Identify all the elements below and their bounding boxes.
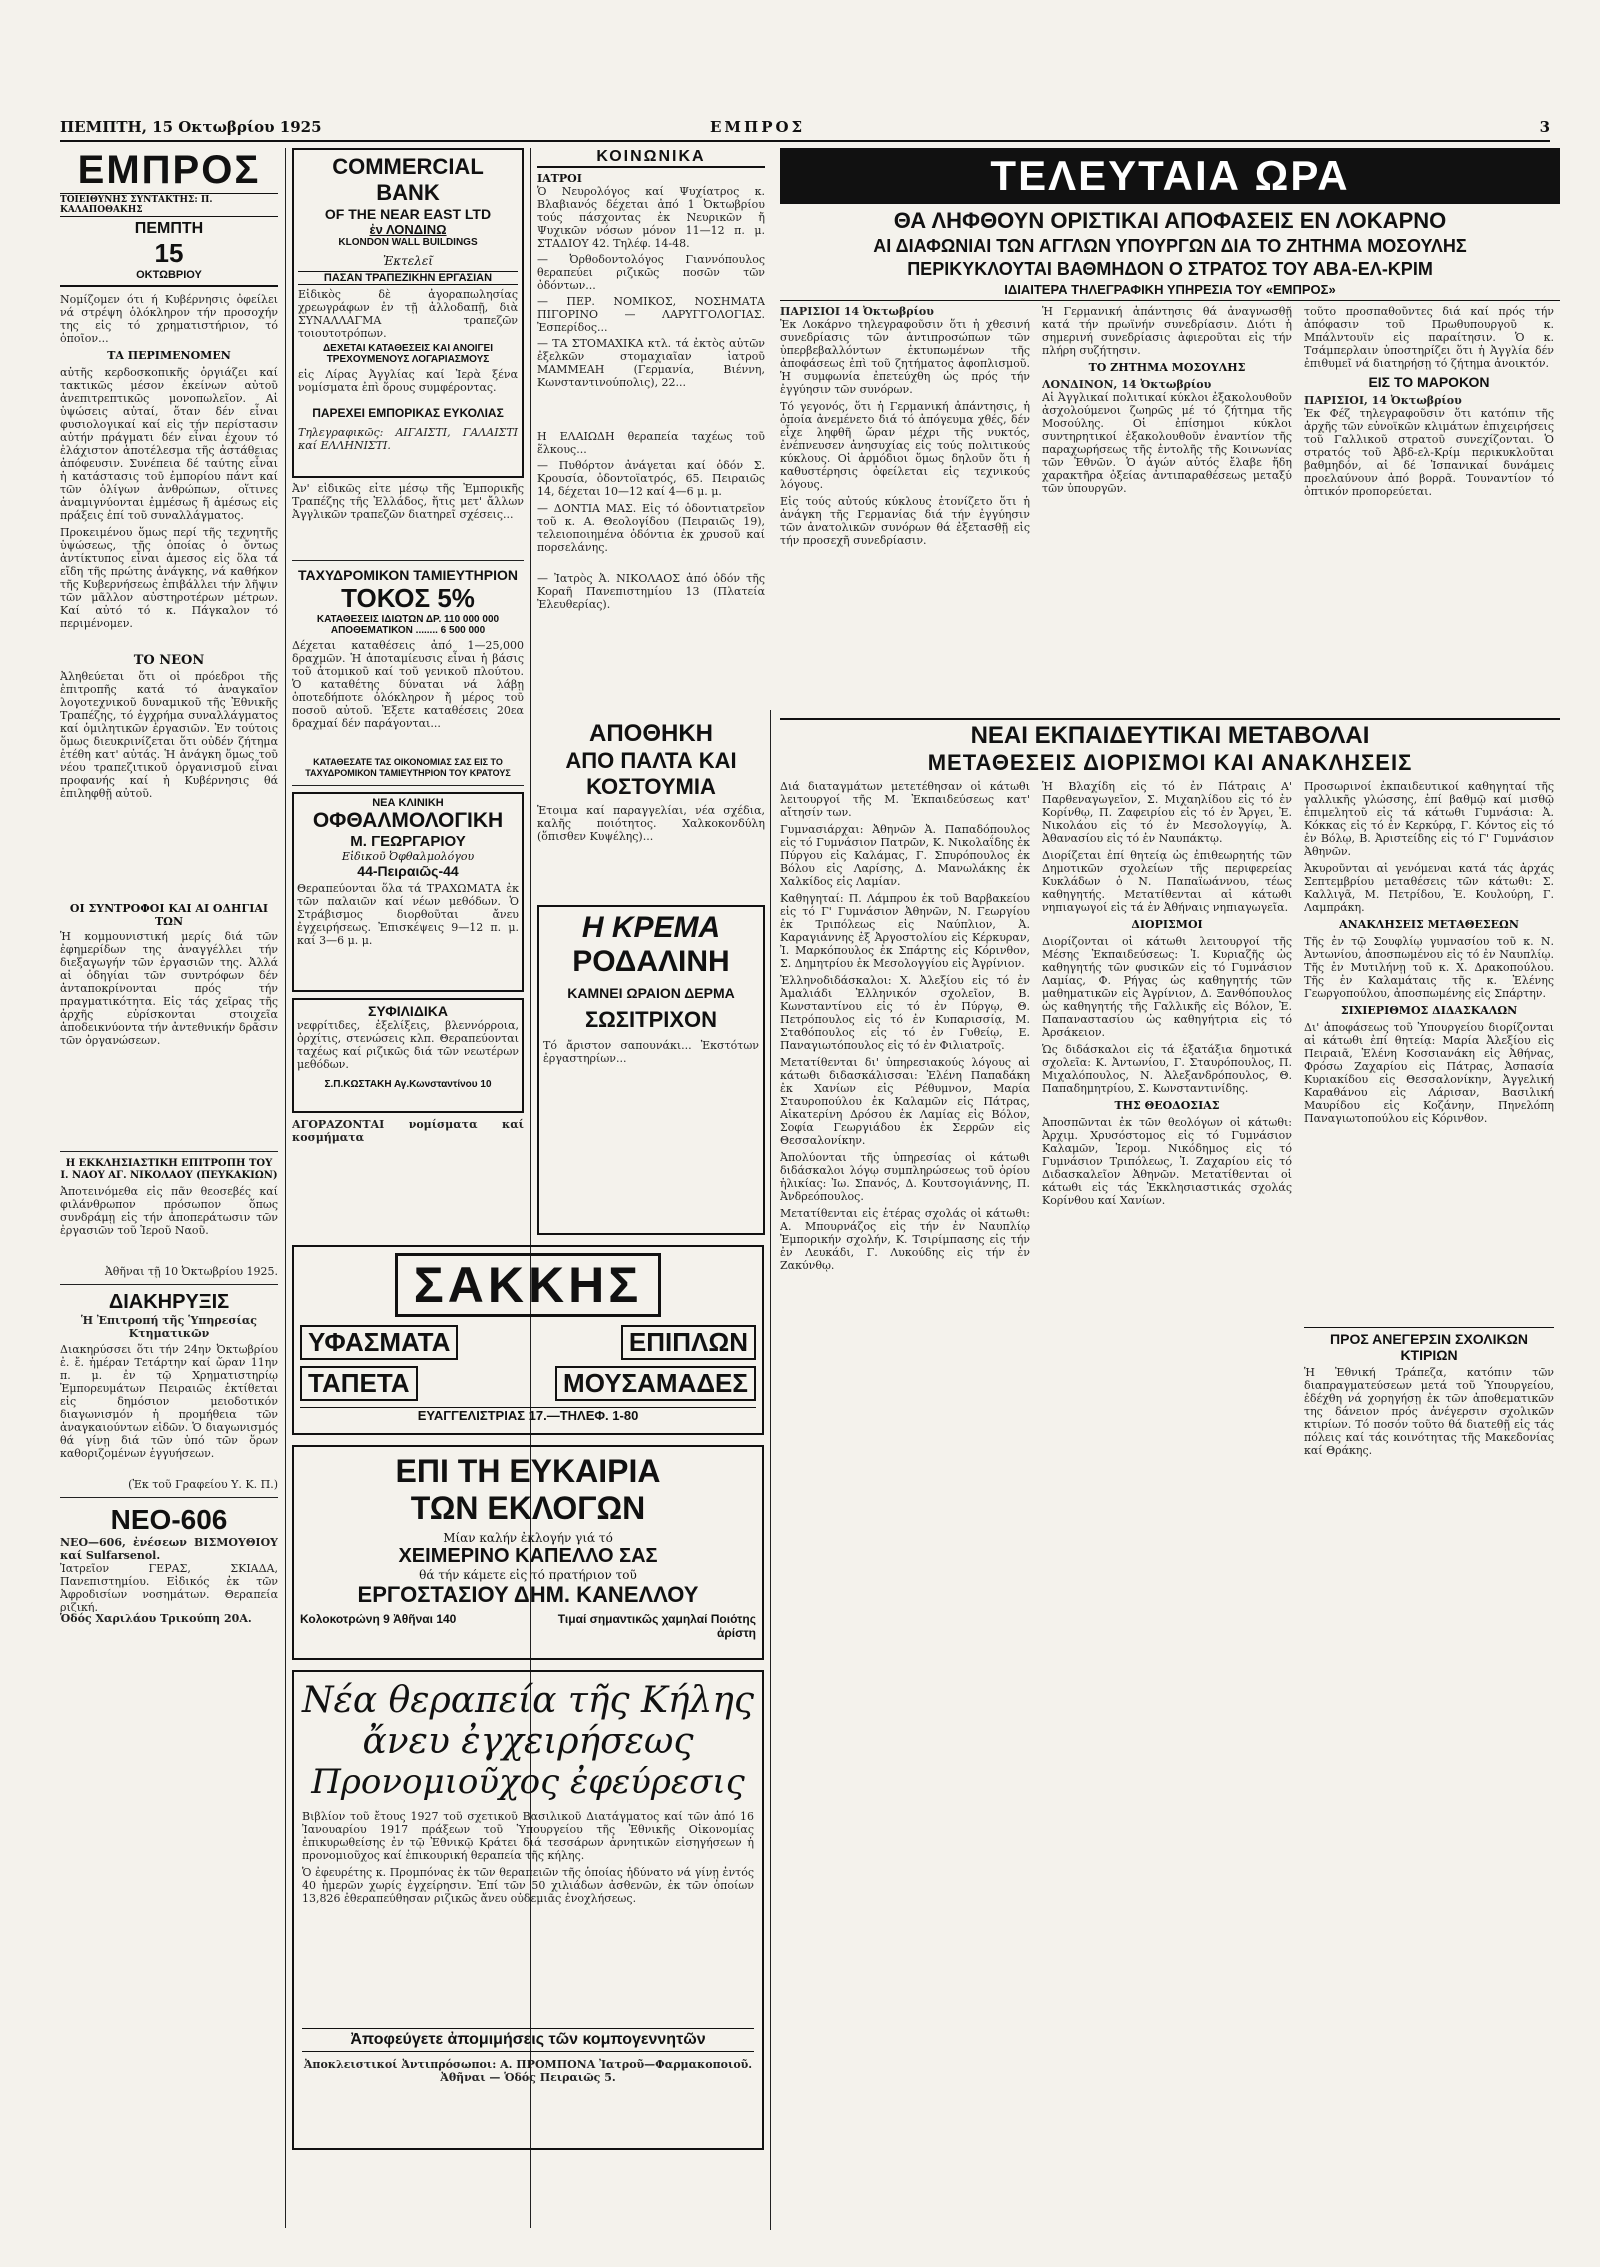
section-social: ΚΟΙΝΩΝΙΚΑ bbox=[537, 148, 765, 168]
declaration-subhead: Ἡ Ἐπιτροπή τῆς Ὑπηρεσίας Κτηματικῶν bbox=[81, 1314, 257, 1340]
hat-ad bbox=[292, 1445, 764, 1660]
schools-body: Ἡ Ἐθνική Τράπεζα, κατόπιν τῶν διαπραγματεύσεων μετά τοῦ Ὑπουργείου, ἐδέχθη νά χορηγήσῃ ἐκ τῶν ἀποθεματικῶν της δάνειον πρός ἀνέγερσιν σχολικῶν κτιρίων. Τό ποσόν τοῦτο θά διατεθῇ εἰς τάς πόλεις καί τάς κοινότητας τῆς Μακεδονίας καί Θράκης. bbox=[1304, 1366, 1554, 1457]
masthead-month: ΟΚΤΩΒΡΙΟΥ bbox=[136, 269, 202, 281]
sakkis-ad bbox=[292, 1245, 764, 1435]
masthead-day: ΠΕΜΠΤΗ bbox=[134, 220, 204, 237]
bank-telegraph: Τηλεγραφικῶς: ΑΙΓΑΙΣΤΙ, ΓΑΛΑΙΣΤΙ καί ΕΛΛΗΝΙΣΤΙ. bbox=[298, 426, 518, 452]
masthead-day-number: 15 bbox=[154, 238, 184, 268]
subhead-morocco: ΕΙΣ ΤΟ ΜΑΡΟΚΟΝ bbox=[1368, 374, 1490, 390]
postal-bank-deposits: ΚΑΤΑΘΕΣΕΙΣ ΙΔΙΩΤΩΝ ΔΡ. 110 000 000 bbox=[316, 614, 500, 625]
headline-locarno: ΘΑ ΛΗΦΘΟΥΝ ΟΡΙΣΤΙΚΑΙ ΑΠΟΦΑΣΕΙΣ ΕΝ ΛΟΚΑΡΝΟ bbox=[893, 208, 1447, 233]
running-head bbox=[60, 118, 1550, 142]
cream-ad bbox=[537, 905, 765, 1235]
postal-bank-body: Δέχεται καταθέσεις ἀπό 1—25,000 δραχμῶν. Ἡ ἀποταμίευσις εἶναι ἡ βάσις τοῦ ἀτομικοῦ καί τοῦ γενικοῦ πλούτου. Ὁ καταθέτης δύναται νά λάβῃ ὁποτεδήποτε ὁλόκληρον ἤ μέρος τοῦ ποσοῦ αὐτοῦ. Ἐξετε καταθέσεις 20εα δραχμαί δέν παράγονται... bbox=[292, 639, 524, 730]
subhead-theology: ΤΗΣ ΘΕΟΔΟΣΙΑΣ bbox=[1114, 1099, 1220, 1112]
last-hour-col-a bbox=[780, 305, 1030, 660]
eye-clinic-specialty: Εἰδικοῦ Ὀφθαλμολόγου bbox=[341, 850, 475, 863]
education-col-b bbox=[1042, 780, 1292, 2210]
stomach-text: — ΤΑ ΣΤΟΜΑΧΙΚΑ κτλ. τά ἐκτὸς αὐτῶν ἐξελκῶν στομαχιαῖαν ἰατροῦ ΜΑΜΜΕΑΗ (Γερμανία, Βιέννη, Κωνσταντινούπολις), 22... bbox=[537, 337, 765, 389]
last-hour-col-c bbox=[1304, 305, 1554, 660]
subhead-neon: ΤΟ ΝΕΟΝ bbox=[133, 653, 205, 668]
sakkis-oilcloth: ΜΟΥΣΑΜΑΔΕΣ bbox=[555, 1366, 756, 1401]
education-subheadline: ΜΕΤΑΘΕΣΕΙΣ ΔΙΟΡΙΣΜΟΙ ΚΑΙ ΑΝΑΚΛΗΣΕΙΣ bbox=[927, 750, 1413, 775]
last-hour-col-c-body-1: τοῦτο προσπαθοῦντες διά καί πρός τήν ἀπόφασιν τοῦ Πρωθυπουργοῦ κ. Μπάλντουϊν εἰς παραίτησιν. Ὁ κ. Τσάμπερλαιν ὑποστηρίζει ὅτι ἡ Ἀγγλία δέν ἐπιθυμεῖ νά διατηρήσῃ τό ζήτημα ἀνοικτόν. bbox=[1304, 305, 1554, 370]
warehouse-title: ΑΠΟΘΗΚΗ bbox=[589, 720, 713, 747]
hernia-ad bbox=[292, 1670, 764, 2150]
bank-body-1: Εἰδικὸς δὲ ἀγοραπωλησίας χρεωγράφων ἐν τῇ ἀλλοδαπῇ, διὰ ΣΥΝΑΛΛΑΓΜΑ τραπεζῶν τοιουτοτρόπων. bbox=[298, 288, 518, 340]
hat-ad-line-2: ΧΕΙΜΕΡΙΝΟ ΚΑΠΕΛΛΟ ΣΑΣ bbox=[398, 1545, 658, 1567]
church-notice-sign: Ἀθῆναι τῇ 10 Ὀκτωβρίου 1925. bbox=[104, 1265, 278, 1278]
schools-headline: ΠΡΟΣ ΑΝΕΓΕΡΣΙΝ ΣΧΟΛΙΚΩΝ ΚΤΙΡΙΩΝ bbox=[1304, 1327, 1554, 1363]
education-col-b-body-2: Διορίζονται οἱ κάτωθι λειτουργοί τῆς Μέσης Ἐκπαιδεύσεως: Ἰ. Κυριαζῆς ὡς καθηγητής τῶν φυσικῶν εἰς τό Γυμνάσιον Λαμίας, Φ. Ρήγας ὡς καθηγητής τῶν μαθηματικῶν εἰς Ἀγρίνιον, Δ. Ξανθόπουλος ὡς καθηγητής τῆς Γαλλικῆς εἰς Βόλον, Ἐ. Παπαναστασίου ὡς καθηγήτρια εἰς τό Ἀρσάκειον. Ὡς διδάσκαλοι εἰς τά ἑξατάξια δημοτικά σχολεῖα: Κ. Ἀντωνίου, Γ. Σταυρόπουλος, Π. Μιχαλόπουλος, Ν. Ἀλεξανδρόπουλος, Θ. Παπαδημητρίου, Σ. Κωνσταντινίδης. bbox=[1042, 935, 1292, 1095]
education-col-c bbox=[1304, 780, 1554, 2210]
eye-clinic-pre: ΝΕΑ ΚΛΙΝΙΚΗ bbox=[372, 797, 444, 809]
last-hour-section bbox=[780, 148, 1560, 708]
education-col-b-body-3: Ἀποσπῶνται ἐκ τῶν θεολόγων οἱ κάτωθι: Ἀρχιμ. Χρυσόστομος εἰς τό Γυμνάσιον Καλαμῶν, Ἱερομ. Νικόδημος εἰς τό Γυμνάσιον Τριπόλεως, Ἰ. Ζαχαρίου εἰς τό Διδασκαλεῖον Ἀθηνῶν. Μετατίθενται οἱ κάτωθι εἰς τάς Ἐκκλησιαστικάς σχολάς Κορίνθου καί Χανίων. bbox=[1042, 1116, 1292, 1207]
sakkis-furniture: ΕΠΙΠΛΩΝ bbox=[621, 1325, 756, 1360]
postal-bank-title: ΤΑΧΥΔΡΟΜΙΚΟΝ ΤΑΜΙΕΥΤΗΡΙΟΝ bbox=[298, 567, 518, 583]
postal-bank-reserve: ΑΠΟΘΕΜΑΤΙΚΟΝ ........ 6 500 000 bbox=[330, 625, 486, 636]
eye-clinic-ad bbox=[292, 792, 524, 992]
bank-note: Ἀν' εἰδικῶς εἶτε μέσῳ τῆς Ἐμπορικῆς Τραπέζης τῆς Ἑλλάδος, ἥτις μετ' ἄλλων Ἀγγλικῶν τραπεζῶν διατηρεῖ σχέσεις... bbox=[292, 482, 524, 521]
dateline-london: ΛΟΝΔΙΝΟΝ, 14 Ὀκτωβρίου bbox=[1042, 378, 1212, 391]
bank-line-2: ΔΕΧΕΤΑΙ ΚΑΤΑΘΕΣΕΙΣ ΚΑΙ ΑΝΟΙΓΕΙ ΤΡΕΧΟΥΜΕΝΟΥΣ ΛΟΓΑΡΙΑΣΜΟΥΣ bbox=[322, 343, 494, 365]
warehouse-subtitle: ΑΠΟ ΠΑΛΤΑ ΚΑΙ ΚΟΣΤΟΥΜΙΑ bbox=[565, 748, 737, 799]
education-col-c-body-2: Τῆς ἐν τῷ Σουφλίῳ γυμνασίου τοῦ κ. Ν. Ἀντωνίου, ἀποσπωμένου εἰς τό ἐν Ναυπλίῳ. Τῆς ἐν Μυτιλήνῃ τοῦ κ. Χ. Δρακοπούλου. Τῆς ἐν Καλαμάταις τῆς κ. Ἑλένης Γεωργοπούλου, ἀποσπωμένης εἰς Σπάρτην. bbox=[1304, 935, 1554, 1000]
neo-606-title: ΝΕΟ-606 bbox=[110, 1504, 228, 1535]
bank-line-3: ΠΑΡΕΧΕΙ ΕΜΠΟΡΙΚΑΣ ΕΥΚΟΛΙΑΣ bbox=[312, 406, 504, 420]
subhead-recalls: ΑΝΑΚΛΗΣΕΙΣ ΜΕΤΑΘΕΣΕΩΝ bbox=[1339, 918, 1519, 931]
bank-title: COMMERCIAL BANK bbox=[332, 154, 484, 205]
postal-bank-rate: ΤΟΚΟΣ 5% bbox=[341, 583, 475, 613]
last-hour-col-b-body-1: Ἡ Γερμανική ἀπάντησις θά ἀναγνωσθῇ κατά τήν πρωϊνήν συνεδρίασιν. Διότι ἡ σημερινή συνεδρίασις ἀφιεροῦται εἰς τήν πλήρη συζήτησιν. bbox=[1042, 305, 1292, 357]
running-head-date: ΠΕΜΠΤΗ, 15 Οκτωβρίου 1925 bbox=[60, 118, 322, 136]
last-hour-col-a-body: Ἐκ Λοκάρνο τηλεγραφοῦσιν ὅτι ἡ χθεσινή συνεδρίασις τῶν ἀντιπροσώπων τῶν ὑπερβεβαλλόντων ἐκτυπωμένων τῆς ἀποφάσεως ἐπὶ τοῦ ζητήματος ἀφοπλισμοῦ. Ἡ συμφωνία ἐπετεύχθη ὡς πρός τήν ἐγγύησιν τῶν συνόρων. Τό γεγονός, ὅτι ἡ Γερμανική ἀπάντησις, ἡ ὁποία ἀνεμένετο διά τό ἀπόγευμα χθές, δέν εἶχε ληφθῆ ὥραν μέχρι τῆς νυκτός, ἐνέπνευσεν ἀνησυχίας εἰς τούς πολιτικούς κύκλους. Οἱ ἀρμόδιοι ὅμως δηλοῦν ὅτι ἡ καθυστέρησις ὀφείλεται εἰς τεχνικούς λόγους. Εἰς τούς αὐτούς κύκλους ἐτονίζετο ὅτι ἡ ἀνάγκη τῆς Γερμανίας διά τήν ἐγγύησιν τῶν ἀνατολικῶν συνόρων θά ἐξετασθῇ εἰς τήν προσεχῆ συνεδρίασιν. bbox=[780, 318, 1030, 547]
column-rule bbox=[770, 710, 771, 2230]
declaration-sign: (Ἐκ τοῦ Γραφείου Υ. Κ. Π.) bbox=[128, 1478, 278, 1491]
sakkis-fabrics: ΥΦΑΣΜΑΤΑ bbox=[300, 1325, 458, 1360]
lead-article-text: Νομίζομεν ότι ή Κυβέρνησις ὀφείλει νά στρέψη ὁλόκληρον τήν προσοχήν της εἰς τό χρηματιστήριον, τό ὁποῖον... bbox=[60, 293, 278, 345]
subhead-mosul: ΤΟ ΖΗΤΗΜΑ ΜΟΣΟΥΛΗΣ bbox=[1088, 361, 1246, 374]
hernia-title-2: ἄνευ ἐγχειρήσεως bbox=[362, 1721, 694, 1762]
bank-city: ἐν ΛΟΝΔΙΝΩ bbox=[369, 222, 447, 237]
hat-ad-line-3: θά τήν κάμετε εἰς τό πρατήριον τοῦ bbox=[419, 1568, 637, 1582]
oil-treatment-text: Η ΕΛΑΙΩΔΗ θεραπεία ταχέως τοῦ ἕλκους... bbox=[537, 430, 765, 456]
last-hour-col-c-body-2: Ἐκ Φέζ τηλεγραφοῦσιν ὅτι κατόπιν τῆς ἀρχῆς τῶν εὐνοϊκῶν κλιμάτων ἐπιχειρήσεις τοῦ Γαλλικοῦ στρατοῦ συνεχίζονται. Ὁ στρατός τοῦ Ἀβδ-ελ-Κρίμ περικυκλοῦται βαθμηδόν, αἱ δέ Ἱσπανικαί δυνάμεις προελαύνουν ἀπό βορρᾶ. Τουναντίον τό ὀπτικόν προπορεύεται. bbox=[1304, 407, 1554, 498]
church-notice-body: Ἀποτεινόμεθα εἰς πᾶν θεοσεβές καί φιλάνθρωπον πρόσωπον ὅπως συνδράμῃ εἰς τήν ἀποπεράτωσιν τῶν ἐργασιῶν τοῦ Ἱεροῦ Ναοῦ. bbox=[60, 1185, 278, 1237]
education-col-a: Διά διαταγμάτων μετετέθησαν οἱ κάτωθι λειτουργοί τῆς Μ. Ἐκπαιδεύσεως κατ' αἴτησίν των. Γυμνασιάρχαι: Ἀθηνῶν Ἀ. Παπαδόπουλος εἰς τό Γυμνάσιον Πατρῶν, Κ. Νικολαΐδης ἐκ Πύργου εἰς Καλάμας, Γ. Σπυρόπουλος ἐκ Βόλου εἰς Λαρίσης, Δ. Μανωλάκης ἐκ Χαλκίδος εἰς Λαμίαν. Καθηγηταί: Π. Λάμπρου ἐκ τοῦ Βαρβακείου εἰς τό Γ' Γυμνάσιον Ἀθηνῶν, Ν. Γεωργίου ἐκ Τριπόλεως εἰς Ναύπλιον, Ἀ. Καραγιάννης ἐξ Ἀργοστολίου εἰς Κέρκυραν, Ἰ. Μαρκόπουλος ἐκ Σπάρτης εἰς Κόρινθον, Σ. Δημητρίου ἐκ Μεσολογγίου εἰς Ἀγρίνιον. Ἐλληνοδιδάσκαλοι: Χ. Ἀλεξίου εἰς τό ἐν Ἀμαλιάδι Ἑλληνικόν σχολεῖον, Β. Κωνσταντίνου εἰς τό ἐν Πύργῳ, Θ. Πετρόπουλος εἰς τό ἐν Κυπαρισσίᾳ, Μ. Σταθόπουλος εἰς τό ἐν Γυθείῳ, Ε. Παναγιωτόπουλος εἰς τό ἐν Φιλιατροῖς. Μετατίθενται δι' ὑπηρεσιακούς λόγους αἱ κάτωθι διδασκάλισσαι: Ἐλένη Παπαδάκη ἐκ Χανίων εἰς Ρέθυμνον, Μαρία Σταυροπούλου ἐκ Καλαμῶν εἰς Πάτρας, Αἰκατερίνη Δρόσου ἐκ Λαμίας εἰς Βόλον, Σοφία Γεωργιάδου ἐκ Σερρῶν εἰς Θεσσαλονίκην. Ἀπολύονται τῆς ὑπηρεσίας οἱ κάτωθι διδάσκαλοι λόγῳ συμπληρώσεως τοῦ ὁρίου ἡλικίας: Ἰω. Σπανός, Δ. Κουτσογιάννης, Π. Ἀνδρεόπουλος. Μετατίθενται εἰς ἑτέρας σχολάς οἱ κάτωθι: Α. Μπουρνάζος εἰς τήν ἐν Ναυπλίῳ Ἐμπορικήν σχολήν, Κ. Τσιρίμπασης εἰς τήν ἐν Λευκάδι, Γ. Λυκούδης εἰς τήν ἐν Ζακύνθῳ. bbox=[780, 780, 1030, 1272]
hat-ad-address: Κολοκοτρώνη 9 Ἀθῆναι 140 bbox=[300, 1612, 457, 1626]
church-notice-head: Η ΕΚΚΛΗΣΙΑΣΤΙΚΗ ΕΠΙΤΡΟΠΗ ΤΟΥ Ι. ΝΑΟΥ ΑΓ. ΝΙΚΟΛΑΟΥ (ΠΕΥΚΑΚΙΩΝ) bbox=[60, 1158, 278, 1181]
eye-clinic-title: ΟΦΘΑΛΜΟΛΟΓΙΚΗ bbox=[312, 809, 504, 832]
article-comrades-body: Ἡ κομμουνιστική μερίς διά τῶν ἐφημερίδων της ἀναγγέλλει τήν διεξαγωγήν τῶν ἐργασιῶν της. Ἀλλά αἱ ὁδηγίαι τῶν συντρόφων δέν ἀνταποκρίνονται πρός τήν πραγματικότητα. Εἰς τάς χεῖρας τῆς ἀρχῆς εὑρίσκονται στοιχεῖα ἀποδεικνύοντα τήν ἀντεθνικήν δρᾶσιν τῶν ὀργανώσεων. bbox=[60, 930, 278, 1047]
subhead-teacher-count: ΣΙΧΙΕΡΙΘΜΟΣ ΔΙΔΑΣΚΑΛΩΝ bbox=[1340, 1004, 1518, 1017]
neo-606-line: ΝΕΟ—606, ἐνέσεων ΒΙΣΜΟΥΘΙΟΥ καί Sulfarsenol. bbox=[60, 1536, 278, 1562]
column-rule bbox=[285, 148, 286, 2228]
warehouse-text: Ἑτοιμα καί παραγγελίαι, νέα σχέδια, καλῆς ποιότητος. Χαλκοκονδύλη (ὅπισθεν Κυψέλης)... bbox=[537, 804, 765, 843]
headline-mosul: ΑΙ ΔΙΑΦΩΝΙΑΙ ΤΩΝ ΑΓΓΛΩΝ ΥΠΟΥΡΓΩΝ ΔΙΑ ΤΟ ΖΗΤΗΜΑ ΜΟΣΟΥΛΗΣ bbox=[873, 236, 1467, 256]
doctors-head: ΙΑΤΡΟΙ bbox=[537, 172, 582, 185]
hat-ad-title-2: ΤΩΝ ΕΚΛΟΓΩΝ bbox=[410, 1490, 646, 1526]
subhead-appointments: ΔΙΟΡΙΣΜΟΙ bbox=[1131, 918, 1203, 931]
sakkis-address: ΕΥΑΓΓΕΛΙΣΤΡΙΑΣ 17.—ΤΗΛΕΦ. 1-80 bbox=[300, 1407, 756, 1423]
hernia-title-1: Νέα θεραπεία τῆς Κήλης bbox=[302, 1680, 754, 1721]
syphilis-title: ΣΥΦΙΛΙΔΙΚΑ bbox=[368, 1003, 448, 1019]
bank-subtitle: OF THE NEAR EAST LTD bbox=[324, 206, 492, 222]
headline-abd-el-krim: ΠΕΡΙΚΥΚΛΟΥΤΑΙ ΒΑΘΜΗΔΟΝ Ο ΣΤΡΑΤΟΣ ΤΟΥ ΑΒΑ-ΕΛ-ΚΡΙΜ bbox=[907, 259, 1433, 279]
hat-ad-prices: Τιμαί σημαντικῶς χαμηλαί Ποιότης ἀρίστη bbox=[557, 1612, 756, 1640]
declaration-body: Διακηρύσσει ὅτι τήν 24ην Ὀκτωβρίου ἐ. ἔ. ἡμέραν Τετάρτην καί ὥραν 11ην π. μ. ἐν τῷ Χρηματιστηρίῳ Ἐμπορευμάτων Πειραιῶς ἐκτίθεται εἰς δημόσιον μειοδοτικόν διαγωνισμόν ἡ προμήθεια τῶν ἀναγκαιούντων εἰδῶν. Ὁ διαγωνισμός θά γίνῃ διά τῶν ὑπό τῶν ὅρων καθοριζομένων ἐγγυήσεων. bbox=[60, 1343, 278, 1460]
bank-branch: Ἐκτελεῖ bbox=[383, 254, 433, 268]
syphilis-body: νεφρίτιδες, ἐξελίξεις, βλεννόρροια, ὀρχίτις, στενώσεις κλπ. Θεραπεύονται ταχέως καί ριζικῶς διά τῶν νεωτέρων μεθόδων. bbox=[297, 1019, 519, 1071]
ent-text: — ΠΕΡ. ΝΟΜΙΚΟΣ, ΝΟΣΗΜΑΤΑ ΠΙΓΟΡΙΝΟ — ΛΑΡΥΓΓΟΛΟΓΙΑΣ. Ἐσπερίδος... bbox=[537, 295, 765, 334]
running-head-page: 3 bbox=[1539, 118, 1550, 136]
neo-606-body: Ἰατρεῖον ΓΕΡΑΣ, ΣΚΙΑΔΑ, Πανεπιστημίου. Εἰδικός ἐκ τῶν Ἀφροδισίων νοσημάτων. Θεραπεία ριζική. bbox=[60, 1562, 278, 1612]
last-hour-banner: ΤΕΛΕΥΤΑΙΑ ΩΡΑ bbox=[780, 148, 1560, 204]
hernia-body: Βιβλίον τοῦ ἔτους 1927 τοῦ σχετικοῦ Βασιλικοῦ Διατάγματος καί τῶν ἀπό 16 Ἰανουαρίου 1917 πράξεων τοῦ Ὑπουργείου τῆς Ἐθνικῆς Οἰκονομίας ἐπικυρωθείσης ἐν τῷ Ἐθνικῷ Κράτει διά τεσσάρων ἀρνητικῶν εἰσηγήσεων ἡ προνομιοῦχος καί ἐπικουρική θεραπεία τῆς κήλης. Ὁ ἐφευρέτης κ. Προμπόνας ἐκ τῶν θεραπειῶν τῆς ὁποίας ἠδύνατο νά γίνῃ ἐντός 40 ἡμερῶν χωρίς ἐγχείρησιν. Ἐπί τῶν 50 χιλιάδων ἀσθενῶν, ἐκ τῶν ὁποίων 13,826 ἐθεραπεύθησαν ριζικῶς ἄνευ οὐδεμιᾶς ἐνοχλήσεως. bbox=[302, 1810, 754, 1905]
dateline-paris-2: ΠΑΡΙΣΙΟΙ, 14 Ὀκτωβρίου bbox=[1304, 394, 1462, 407]
buy-ad: ΑΓΟΡΑΖΟΝΤΑΙ νομίσματα καί κοσμήματα bbox=[292, 1118, 524, 1144]
warehouse-ad bbox=[537, 720, 765, 910]
cream-slogan: ΚΑΜΝΕΙ ΩΡΑΙΟΝ ΔΕΡΜΑ bbox=[567, 985, 735, 1001]
hat-ad-factory: ΕΡΓΟΣΤΑΣΙΟΥ ΔΗΜ. ΚΑΝΕΛΛΟΥ bbox=[357, 1582, 699, 1607]
bank-body-2: εἰς Λίρας Ἀγγλίας καί Ἱερὰ ξένα νομίσματα ἐπὶ ὅρους συμφέροντας. bbox=[298, 368, 518, 394]
declaration-head: ΔΙΑΚΗΡΥΞΙΣ bbox=[108, 1291, 230, 1313]
column-1 bbox=[60, 148, 278, 2228]
syphilis-ad bbox=[292, 998, 524, 1113]
hernia-warning: Ἀποφεύγετε ἀπομιμήσεις τῶν κομπογεννητῶν bbox=[302, 2028, 754, 2052]
education-col-b-body-1: Ἡ Βλαχίδη εἰς τό ἐν Πάτραις Α' Παρθεναγωγεῖον, Σ. Μιχαηλίδου εἰς τό ἐν Κορίνθῳ, Π. Ζαφειρίου εἰς τό ἐν Ἄργει, Ἐ. Νικολάου εἰς τό ἐν Μεσολογγίῳ, Ἀ. Ἀθανασίου εἰς τό ἐν Ναυπάκτῳ. Διορίζεται ἐπί θητείᾳ ὡς ἐπιθεωρητής τῶν Δημοτικῶν σχολείων τῆς περιφερείας Κυκλάδων ὁ Ν. Παπαϊωάννου, τέως καθηγητής. Μετατίθενται αἱ κάτωθι νηπιαγωγοί εἰς τά ἐν Ἀθήναις νηπιαγωγεῖα. bbox=[1042, 780, 1292, 914]
cream-name: ΡΟΔΑΛΙΝΗ bbox=[572, 945, 730, 978]
article-neon-body: Ἀληθεύεται ὅτι οἱ πρόεδροι τῆς ἐπιτροπῆς κατά τό ἀναγκαῖον λογοτεχνικοῦ δυναμικοῦ τῆς Ἐθνικῆς Τραπέζης, τό ἐγχρήμα συναλλάγματος καί ὁμιλητικῶν ἐργασιῶν. Ἐν τούτοις ὅμως διευκρινίζεται ὅτι οὐδέν ζήτημα ἐτέθη κατ' αὐτάς. Ἡ ἀνάγκη ὅμως τοῦ νέου τραπεζιτικοῦ ὀργανισμοῦ εἶναι προφανής καί ἡ Κυβέρνησις θά ἐπιληφθῇ αὐτοῦ. bbox=[60, 670, 278, 800]
neo-606-address: Ὁδός Χαριλάου Τρικούπη 20Α. bbox=[60, 1612, 252, 1625]
eye-clinic-doctor: Μ. ΓΕΩΡΓΑΡΙΟΥ bbox=[350, 833, 466, 850]
postal-bank-footer: ΚΑΤΑΘΕΣΑΤΕ ΤΑΣ ΟΙΚΟΝΟΜΙΑΣ ΣΑΣ ΕΙΣ ΤΟ ΤΑΧΥΔΡΟΜΙΚΟΝ ΤΑΜΙΕΥΤΗΡΙΟΝ ΤΟΥ ΚΡΑΤΟΥΣ bbox=[305, 757, 511, 778]
cream-text: Τό ἄριστον σαπουνάκι... Ἐκστότων ἐργαστηρίων... bbox=[543, 1039, 759, 1065]
eye-clinic-address: 44-Πειραιῶς-44 bbox=[357, 863, 459, 879]
lead-article-body: αὐτῆς κερδοσκοπικῆς ὀργιάζει καί τακτικῶς μέσον ἐκείνων αὐτοῦ ἀνεπιτρεπτικῶς μονοπωλεῖον. Αἱ ὑψώσεις αὐταί, ὅταν δέν εἶναι φυσιολογικαί καί εἰς τήν περίστασιν αὐτήν πράγματι δέν εἶναι ἐχουν τό ἐλάχιστον ἀποτέλεσμα τῆς ἀστάθειας ἀπόφευσιν. Συνέπεια δέ ταύτης εἶναι ἡ κατάστασις τοῦ ἐμπορίου πάντ καί τῶν ὁλίγων ἀνθρώπων, οἵτινες ἀναμιγνύονται ἐμμέσως ἤ ἀμέσως εἰς πράξεις ἐπί τοῦ συναλλάγματος. Προκειμένου ὅμως περί τῆς τεχνητῆς ὑψώσεως, τῆς ὁποίας ὁ ὄντως ἀντίκτυπος εἶναι ἀμεσος εἰς ὅλα τά εἴδη τῆς πρώτης ἀνάγκης, νά καθήκον τῆς Κυβερνήσεως ἐπιβάλλει τήν λῆψιν τῶν μᾶλλον αὐστηροτέρων μέτρων. Καί αὐτό τό κ. Πάγκαλον τό περιμένομεν. bbox=[60, 366, 278, 630]
running-head-paper: ΕΜΠΡΟΣ bbox=[710, 118, 806, 136]
bank-address: KLONDON WALL BUILDINGS bbox=[338, 237, 478, 248]
education-col-c-body-3: Δι' ἀποφάσεως τοῦ Ὑπουργείου διορίζονται αἱ κάτωθι ἐπί θητείᾳ: Μαρία Ἀλεξίου εἰς Πειραιᾶ, Ἑλένη Κοσσιανάκη εἰς Ἀθήνας, Φρόσω Ζαχαρίου εἰς Πάτρας, Ἀσπασία Κυριακίδου εἰς Θεσσαλονίκην, Ἀγγελική Καραθάνου εἰς Λάρισαν, Βασιλική Μαυρίδου εἰς Κοζάνην, Πηνελόπη Παναγιωτοπούλου εἰς Κόρινθον. bbox=[1304, 1021, 1554, 1125]
education-col-c-body-1: Προσωρινοί ἐκπαιδευτικοί καθηγηταί τῆς γαλλικῆς γλώσσης, ἐπί βαθμῷ καί μισθῷ ἐπιμελητοῦ εἰς τά κάτωθι Γυμνάσια: Ἀ. Κόκκας εἰς τό ἐν Κερκύρᾳ, Γ. Κόντος εἰς τό ἐν Βόλῳ, Β. Ἀριστείδης εἰς τό Γ' Γυμνάσιον Ἀθηνῶν. Ἀκυροῦνται αἱ γενόμεναι κατά τάς ἀρχάς Σεπτεμβρίου μεταθέσεις τῶν κάτωθι: Σ. Καλλιγᾶ, Μ. Πετρίδου, Ἐ. Κουλούρη, Γ. Λαμπράκη. bbox=[1304, 780, 1554, 914]
headline-telegraph: ΙΔΙΑΙΤΕΡΑ ΤΗΛΕΓΡΑΦΙΚΗ ΥΠΗΡΕΣΙΑ ΤΟΥ «ΕΜΠΡΟΣ» bbox=[780, 282, 1560, 301]
subhead-comrades: ΟΙ ΣΥΝΤΡΟΦΟΙ ΚΑΙ ΑΙ ΟΔΗΓΙΑΙ ΤΩΝ bbox=[69, 902, 269, 928]
education-section bbox=[780, 718, 1560, 2228]
masthead-director: ΤΟΙΕΙΘΥΝΗΣ ΣΥΝΤΑΚΤΗΣ: Π. ΚΑΛΑΠΟΘΑΚΗΣ bbox=[60, 193, 278, 217]
masthead-title: ΕΜΠΡΟΣ bbox=[77, 148, 261, 192]
bank-line-1: ΠΑΣΑΝ ΤΡΑΠΕΖΙΚΗΝ ΕΡΓΑΣΙΑΝ bbox=[298, 271, 518, 285]
syphilis-doctor: Σ.Π.ΚΩΣΤΑΚΗ Αγ.Κωνσταντίνου 10 bbox=[324, 1079, 492, 1090]
hernia-title-3: Προνομιοῦχος ἐφεύρεσις bbox=[311, 1762, 745, 1802]
column-3 bbox=[537, 148, 765, 708]
eye-clinic-body: Θεραπεύονται ὅλα τά ΤΡΑΧΩΜΑΤΑ ἐκ τῶν παλαιῶν καί νέων μεθόδων. Ὁ Στράβισμος διορθοῦται ἄνευ ἐγχειρήσεως. Ἐπισκέψεις 9—12 π. μ. καί 3—6 μ. μ. bbox=[297, 882, 519, 947]
doctors-text: Ὁ Νευρολόγος καί Ψυχίατρος κ. Βλαβιανός δέχεται ἀπό 1 Ὀκτωβρίου τούς πάσχοντας ἐκ Νευρικῶν ἤ Ψυχικῶν νόσων μόνον 11—12 π. μ. ΣΤΑΔΙΟΥ 42. Τηλέφ. 14-48. bbox=[537, 185, 765, 250]
last-hour-col-b bbox=[1042, 305, 1292, 660]
bank-ad bbox=[292, 148, 524, 478]
hat-ad-title-1: ΕΠΙ ΤΗ ΕΥΚΑΙΡΙΑ bbox=[395, 1453, 661, 1489]
masthead bbox=[60, 148, 278, 287]
education-headline: ΝΕΑΙ ΕΚΠΑΙΔΕΥΤΙΚΑΙ ΜΕΤΑΒΟΛΑΙ bbox=[780, 718, 1560, 750]
cream-title: Η ΚΡΕΜΑ bbox=[581, 911, 721, 944]
orthodontist-text: — Ὀρθοδοντολόγος Γιαννόπουλος θεραπεύει ριζικῶς ποσῶν τῶν ὀδόντων... bbox=[537, 253, 765, 292]
lead-subhead: ΤΑ ΠΕΡΙΜΕΝΟΜΕΝ bbox=[107, 349, 231, 362]
last-hour-col-b-body-2: Αἱ Ἀγγλικαί πολιτικαί κύκλοι ἐξακολουθοῦν ἀσχολούμενοι ζωηρῶς μέ τό ζήτημα τῆς Μοσούλης. Οἱ ἐπίσημοι κύκλοι συντηρητικοί ἐξακολουθοῦν ἐναντίον τῆς παραχωρήσεως τῆς ἐντολῆς τῆς Κοινωνίας τῶν Ἐθνῶν. Ὁ ἀγών αὐτός ἔλαβε ἤδη χαρακτῆρα ὀξείας ἀντιπαραθέσεως μεταξύ τῶν ὑπουργῶν. bbox=[1042, 391, 1292, 495]
social-body: — Πυθόρτον ἀνάγεται καί ὁδόν Σ. Κρουσία, ὀδοντοϊατρός, 65. Πειραιῶς 14, δέχεται 10—12 καί 4—6 μ. μ. — ΔΟΝΤΙΑ ΜΑΣ. Εἰς τό ὁδοντιατρεῖον τοῦ κ. Α. Θεολογίδου (Πειραιῶς 19), τελειοποιημένα ὀδόντια ἐκ χρυσοῦ καί πορσελάνης. bbox=[537, 459, 765, 554]
hat-ad-line-1: Μίαν καλήν ἐκλογήν γιά τό bbox=[443, 1531, 613, 1545]
sakkis-wallpaper: ΤΑΠΕΤΑ bbox=[300, 1366, 418, 1401]
dateline-paris: ΠΑΡΙΣΙΟΙ 14 Ὀκτωβρίου bbox=[780, 305, 934, 318]
sakkis-title: ΣΑΚΚΗΣ bbox=[395, 1253, 661, 1317]
dentist-text: — Ἰατρὸς Ἀ. ΝΙΚΟΛΑΟΣ ἀπό ὁδόν τῆς Κοραῆ Πανεπιστημίου 13 (Πλατεία Ἐλευθερίας). bbox=[537, 572, 765, 611]
cream-product: ΣΩΣΙΤΡΙΧΟΝ bbox=[584, 1007, 718, 1032]
hernia-representatives: Ἀποκλειστικοί Ἀντιπρόσωποι: Α. ΠΡΟΜΠΟΝΑ Ἰατροῦ—Φαρμακοποιοῦ. Ἀθῆναι — Ὁδός Πειραιῶς 5. bbox=[303, 2058, 753, 2084]
